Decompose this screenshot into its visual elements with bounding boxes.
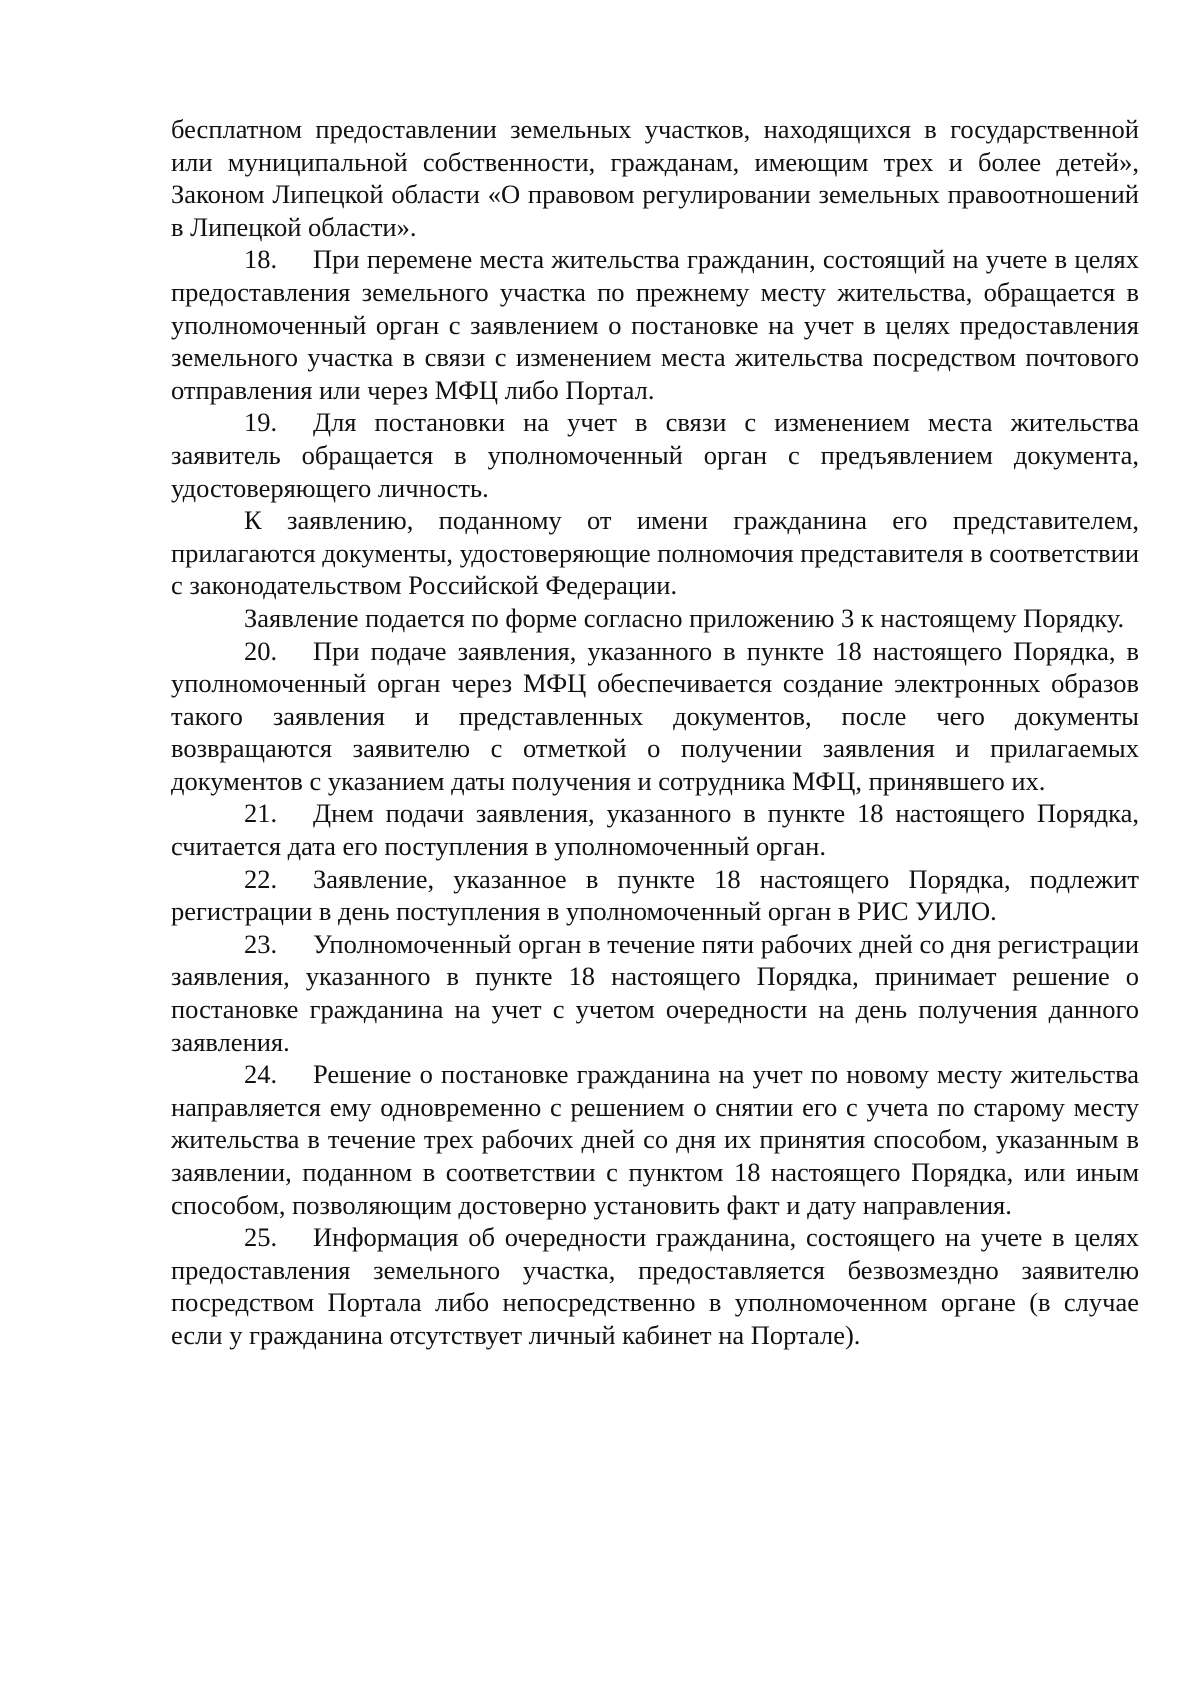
- paragraph-number: 23.: [244, 928, 278, 959]
- paragraph-text: Для постановки на учет в связи с изменением места жительства заявитель обращается в уполномоченный орган с предъявлением документа, удостоверяющего личность.: [171, 407, 1139, 503]
- paragraph-25: [171, 1221, 1139, 1351]
- paragraph-number: 24.: [244, 1059, 278, 1090]
- paragraph-continuation: [171, 113, 1139, 243]
- paragraph-text: При подаче заявления, указанного в пункте 18 настоящего Порядка, в уполномоченный орган через МФЦ обеспечивается создание электронных образов такого заявления и представленных документов, после чего документы возвращаются заявителю с отметкой о получении заявления и прилагаемых документов с указанием даты получения и сотрудника МФЦ, принявшего их.: [171, 635, 1139, 796]
- paragraph-number: 20.: [244, 635, 278, 666]
- paragraph-number: 25.: [244, 1222, 278, 1253]
- paragraph-19-form: [171, 602, 1139, 635]
- paragraph-text: бесплатном предоставлении земельных участков, находящихся в государственной или муниципальной собственности, гражданам, имеющим трех и более детей», Законом Липецкой области «О правовом регулировании земельных правоотношений в Липецкой области».: [171, 114, 1139, 242]
- paragraph-text: При перемене места жительства гражданин, состоящий на учете в целях предоставления земельного участка по прежнему месту жительства, обращается в уполномоченный орган с заявлением о постановке на учет в целях предоставления земельного участка в связи с изменением места жительства посредством почтового отправления или через МФЦ либо Портал.: [171, 244, 1139, 405]
- paragraph-text: К заявлению, поданному от имени гражданина его представителем, прилагаются документы, удостоверяющие полномочия представителя в соответствии с законодательством Российской Федерации.: [171, 505, 1139, 601]
- paragraph-18: [171, 243, 1139, 406]
- paragraph-24: [171, 1058, 1139, 1221]
- paragraph-number: 22.: [244, 863, 278, 894]
- paragraph-22: [171, 863, 1139, 928]
- paragraph-19-representative: [171, 504, 1139, 602]
- paragraph-text: Заявление подается по форме согласно приложению 3 к настоящему Порядку.: [244, 602, 1125, 633]
- paragraph-text: Решение о постановке гражданина на учет по новому месту жительства направляется ему одновременно с решением о снятии его с учета по старому месту жительства в течение трех рабочих дней со дня их принятия способом, указанным в заявлении, поданном в соответствии с пунктом 18 настоящего Порядка, или иным способом, позволяющим достоверно установить факт и дату направления.: [171, 1059, 1139, 1220]
- paragraph-number: 21.: [244, 798, 278, 829]
- paragraph-20: [171, 635, 1139, 798]
- paragraph-number: 19.: [244, 407, 278, 438]
- paragraph-19: [171, 406, 1139, 504]
- paragraph-text: Заявление, указанное в пункте 18 настоящего Порядка, подлежит регистрации в день поступления в уполномоченный орган в РИС УИЛО.: [171, 863, 1139, 927]
- paragraph-text: Информация об очередности гражданина, состоящего на учете в целях предоставления земельного участка, предоставляется безвозмездно заявителю посредством Портала либо непосредственно в уполномоченном органе (в случае если у гражданина отсутствует личный кабинет на Портале).: [171, 1222, 1139, 1350]
- paragraph-23: [171, 928, 1139, 1058]
- paragraph-text: Уполномоченный орган в течение пяти рабочих дней со дня регистрации заявления, указанного в пункте 18 настоящего Порядка, принимает решение о постановке гражданина на учет с учетом очередности на день получения данного заявления.: [171, 928, 1139, 1057]
- paragraph-number: 18.: [244, 244, 278, 275]
- paragraph-21: [171, 797, 1139, 862]
- document-page: [171, 113, 1139, 1352]
- paragraph-text: Днем подачи заявления, указанного в пункте 18 настоящего Порядка, считается дата его поступления в уполномоченный орган.: [171, 798, 1139, 862]
